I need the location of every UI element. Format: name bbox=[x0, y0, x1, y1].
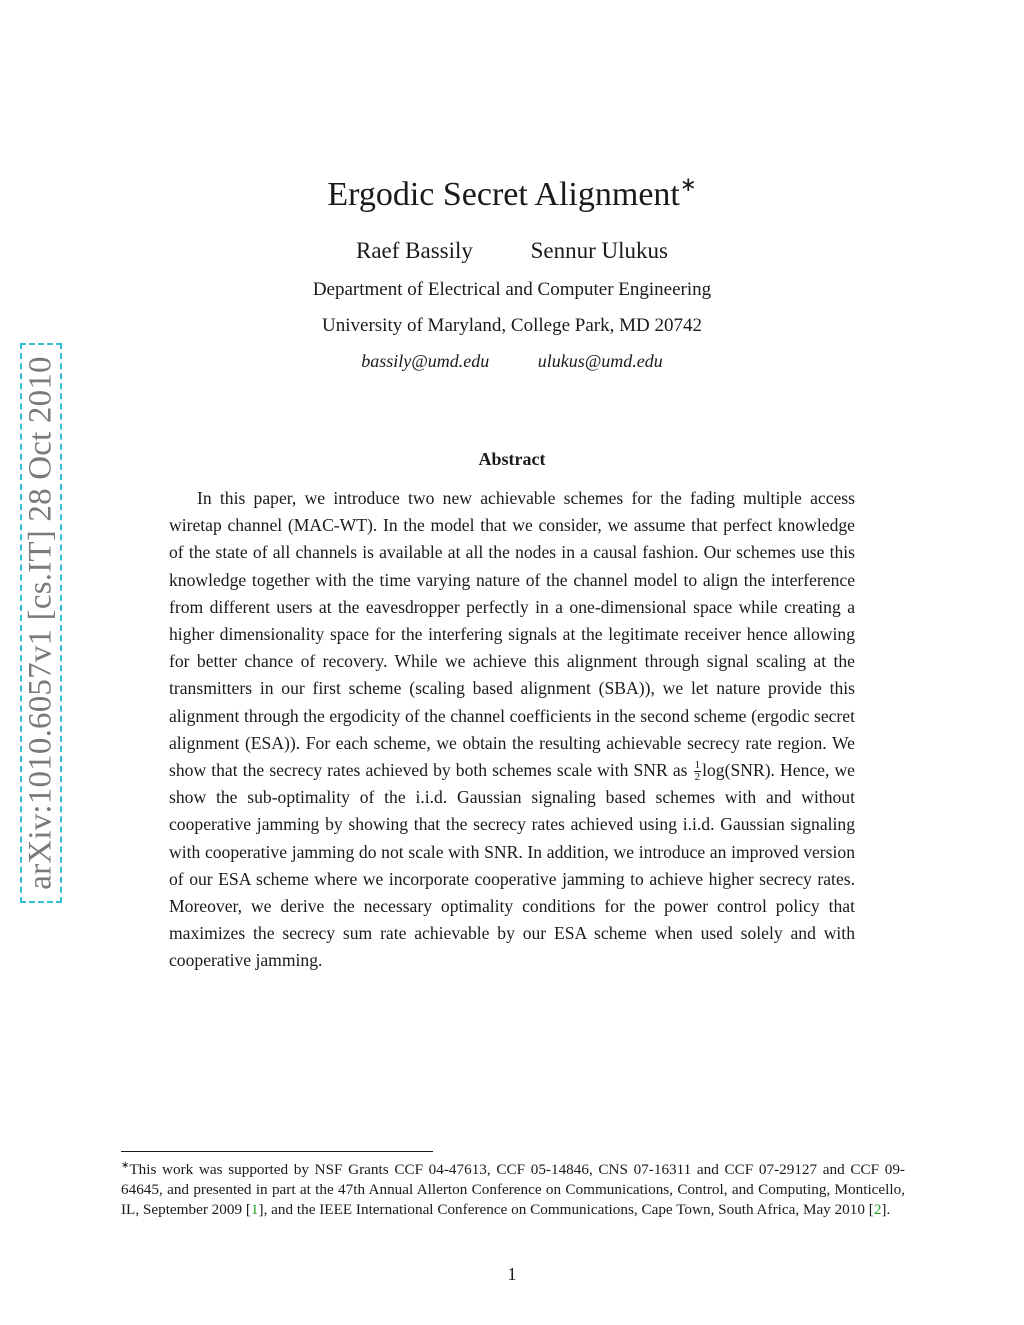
author-name: Sennur Ulukus bbox=[530, 238, 669, 263]
citation-link-1[interactable]: [1] bbox=[245, 1201, 264, 1219]
paper-title bbox=[0, 163, 1024, 217]
footnote-text: This work was supported by NSF Grants CCF 04-47613, CCF 05-14846, CNS 07-16311 and CCF 07-29127 and CCF 09-64645, and presented in part at the 47th Annual Allerton Conference on Communications, Control, and Computing, Monticello, IL, September 2009 bbox=[121, 1161, 905, 1219]
fraction-denominator: 2 bbox=[694, 771, 701, 784]
arxiv-id: arXiv:1010.6057v1 [cs.IT] 28 Oct 2010 bbox=[22, 356, 59, 890]
footnote-divider bbox=[121, 1151, 433, 1152]
title-footnote-mark: ∗ bbox=[679, 174, 697, 196]
page-number: 1 bbox=[507, 1264, 517, 1284]
fraction-numerator: 1 bbox=[694, 759, 701, 772]
footnote bbox=[121, 1156, 905, 1221]
author-emails bbox=[0, 351, 1024, 372]
abstract-text-part2: log(SNR). Hence, we show the sub-optimality of the i.i.d. Gaussian signaling based schemes with and without cooperative jamming by showing that the secrecy rates achieved using i.i.d. Gaussian signaling with cooperative jamming do not scale with SNR. In addition, we introduce an improved version of our ESA scheme where we incorporate cooperative jamming to achieve higher secrecy rates. Moreover, we derive the necessary optimality conditions for the power control policy that maximizes the secrecy sum rate achievable by our ESA scheme when used solely and with cooperative jamming. bbox=[169, 760, 855, 971]
fraction-one-half bbox=[694, 760, 702, 783]
arxiv-stamp bbox=[20, 343, 62, 903]
email-address: bassily@umd.edu bbox=[361, 351, 490, 371]
affiliation-department: Department of Electrical and Computer Engineering bbox=[312, 279, 712, 300]
affiliation-university: University of Maryland, College Park, MD 20742 bbox=[322, 315, 702, 336]
author-list bbox=[0, 238, 1024, 264]
footnote-mark: ∗ bbox=[121, 1160, 130, 1171]
abstract-body bbox=[169, 485, 855, 975]
email-address: ulukus@umd.edu bbox=[537, 351, 663, 371]
abstract-text-part1: In this paper, we introduce two new achievable schemes for the fading multiple access wiretap channel (MAC-WT). In the model that we consider, we assume that perfect knowledge of the state of all channels is available at all the nodes in a causal fashion. Our schemes use this knowledge together with the time varying nature of the channel model to align the interference from different users at the eavesdropper perfectly in a one-dimensional space while creating a higher dimensionality space for the interfering signals at the legitimate receiver hence allowing for better chance of recovery. While we achieve this alignment through signal scaling at the transmitters in our first scheme (scaling based alignment (SBA)), we let nature provide this alignment through the ergodicity of the channel coefficients in the second scheme (ergodic secret alignment (ESA)). For each scheme, we obtain the resulting achievable secrecy rate region. We show that the secrecy rates achieved by both schemes scale with SNR as bbox=[169, 488, 855, 781]
footnote-text: . bbox=[886, 1201, 891, 1219]
abstract-heading: Abstract bbox=[478, 449, 546, 469]
footnote-text: , and the IEEE International Conference on Communications, Cape Town, South Africa, May 2010 bbox=[263, 1201, 865, 1219]
title-text: Ergodic Secret Alignment bbox=[327, 176, 680, 213]
author-name: Raef Bassily bbox=[355, 238, 473, 263]
citation-link-2[interactable]: [2] bbox=[868, 1201, 887, 1219]
